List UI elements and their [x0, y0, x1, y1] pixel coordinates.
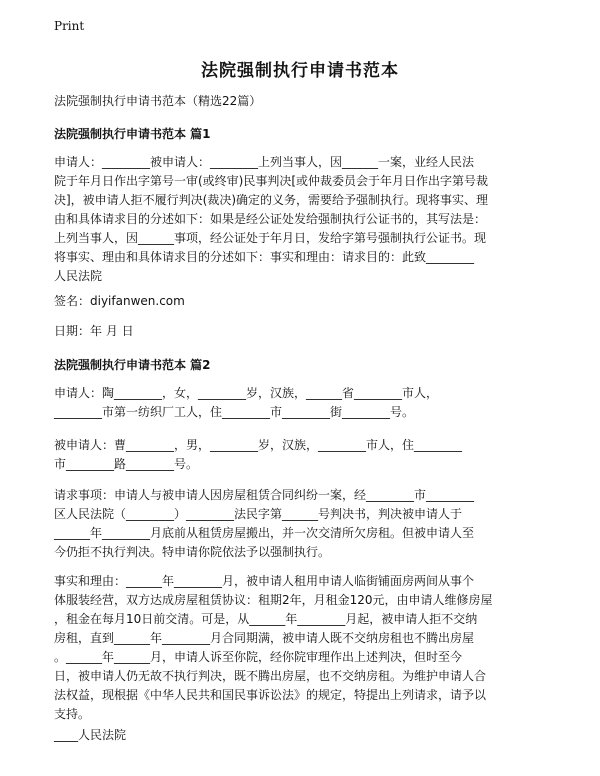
text-line: ________市第一纺织厂工人，住________市________街________号。: [54, 405, 415, 419]
date-line: 日期：年 月 日: [54, 324, 134, 338]
section1-body: [54, 153, 566, 286]
text-line: 申请人：陶________，女，________岁，汉族，______省________市人，: [54, 386, 439, 400]
text-line: 市________路________号。: [54, 457, 199, 471]
text-line: 决]，被申请人拒不履行判决(裁决)确定的义务，需要给予强制执行。现将事实、理: [54, 193, 489, 207]
text-line: 被申请人：曹________，男，________岁，汉族，________市人，住________: [54, 438, 463, 452]
applicant-info: [54, 384, 566, 422]
text-line: 日，被申请人仍无故不执行判决，既不腾出房屋，也不交纳房租。为维护申请人合: [54, 669, 487, 683]
text-line: 将事实、理由和具体请求目的分述如下：事实和理由：请求目的：此致________: [54, 250, 475, 264]
subtitle: 法院强制执行申请书范本（精选22篇）: [54, 94, 262, 108]
text-line: 体服装经营，双方达成房屋租赁协议：租期2年，月租金120元，由申请人维修房屋: [54, 593, 493, 607]
text-line: 申请人：________被申请人：________上列当事人，因______一案，业经人民法: [54, 155, 475, 169]
text-line: 人民法院: [54, 269, 103, 283]
signature: 签名：diyifanwen.com: [54, 294, 185, 308]
text-line: 事实和理由：______年________月，被申请人租用申请人临街铺面房两间从事个: [54, 574, 475, 588]
text-line: 法权益，现根据《中华人民共和国民事诉讼法》的规定，特提出上列请求，请予以: [54, 688, 487, 702]
court-line: ____人民法院: [54, 728, 127, 742]
text-line: 上列当事人，因______事项，经公证处于年月日，发给字第号强制执行公证书。现: [54, 231, 487, 245]
respondent-info: [54, 436, 566, 474]
print-link[interactable]: Print: [54, 19, 85, 33]
text-line: ，租金在每月10日前交清。可是，从______年________月起，被申请人拒不交纳: [54, 612, 478, 626]
page-title: 法院强制执行申请书范本: [201, 61, 399, 81]
section-heading-1: 法院强制执行申请书范本 篇1: [54, 127, 211, 141]
text-line: 区人民法院（________）________法民字第______号判决书，判决被申请人于: [54, 507, 463, 521]
text-line: 请求事项：申请人与被申请人因房屋租赁合同纠纷一案，经________市________: [54, 488, 475, 502]
section-heading-2: 法院强制执行申请书范本 篇2: [54, 358, 211, 372]
text-line: 房租，直到______年________月合同期满，被申请人既不交纳房租也不腾出房屋: [54, 631, 475, 645]
text-line: 支持。: [54, 707, 91, 721]
text-line: 今仍拒不执行判决。特申请你院依法予以强制执行。: [54, 545, 331, 559]
text-line: 院于年月日作出字第号一审(或终审)民事判决[或仲裁委员会于年月日作出字第号裁: [54, 174, 489, 188]
text-line: 。______年______月，申请人诉至你院，经你院审理作出上述判决，但时至今: [54, 650, 463, 664]
facts-and-reasons: [54, 572, 566, 724]
text-line: 由和具体请求目的分述如下：如果是经公证处发给强制执行公证书的，其写法是：: [54, 212, 487, 226]
text-line: ______年________月底前从租赁房屋搬出，并一次交清所欠房租。但被申请人至: [54, 526, 475, 540]
request-items: [54, 486, 566, 562]
